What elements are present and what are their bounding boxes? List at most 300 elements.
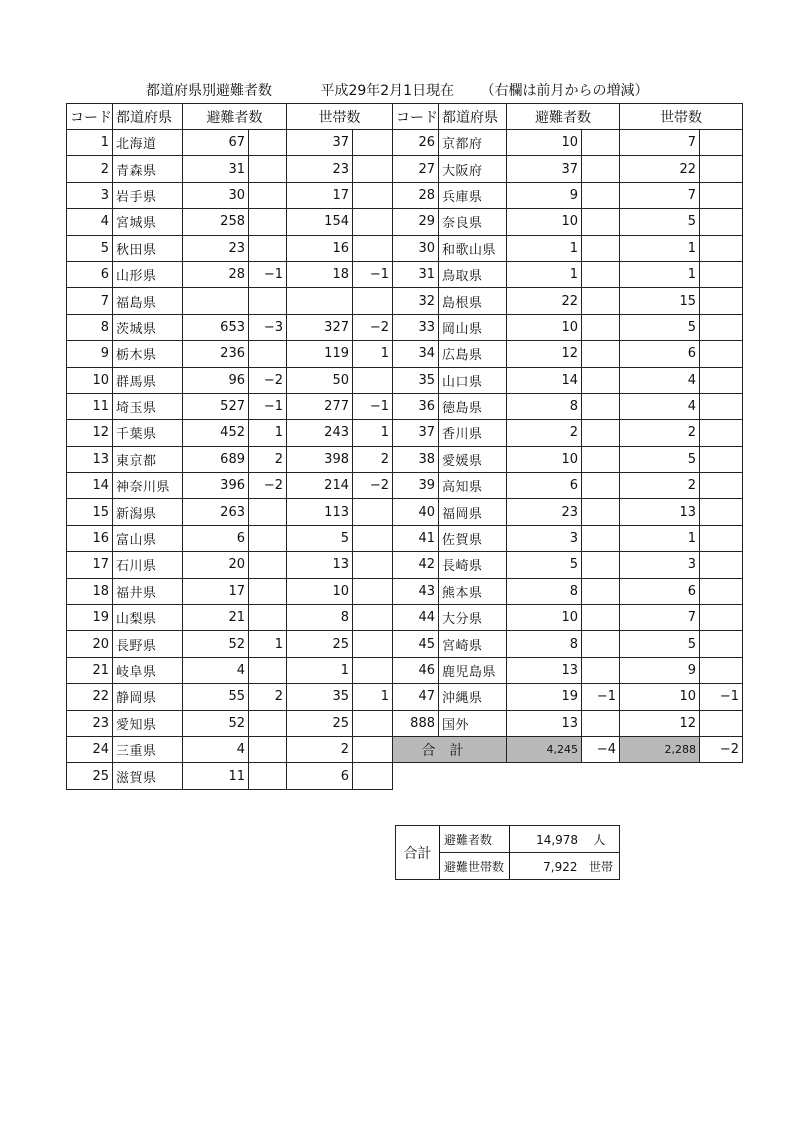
evacuees-change-cell (249, 288, 287, 314)
evacuees-change-cell: −2 (249, 367, 287, 393)
households-cell: 8 (287, 605, 353, 631)
households-change-cell: −2 (353, 314, 393, 340)
evacuees-change-cell (582, 420, 620, 446)
households-change-cell (353, 182, 393, 208)
evacuees-change-cell (249, 235, 287, 261)
prefecture-cell: 広島県 (439, 341, 507, 367)
households-change-cell (353, 288, 393, 314)
prefecture-cell: 愛媛県 (439, 446, 507, 472)
table-row (393, 710, 743, 736)
households-cell: 2 (620, 420, 700, 446)
evacuees-cell: 10 (507, 446, 582, 472)
table-row (67, 631, 393, 657)
households-change-cell (353, 605, 393, 631)
table-row (393, 130, 743, 156)
evacuees-change-cell (249, 552, 287, 578)
evacuees-cell: 1 (507, 235, 582, 261)
households-change-cell (700, 631, 743, 657)
evacuees-change-cell (249, 657, 287, 683)
code-cell: 26 (393, 130, 439, 156)
evacuees-cell: 4 (183, 657, 249, 683)
households-change-cell: −2 (353, 473, 393, 499)
evacuees-change-cell (582, 631, 620, 657)
code-cell: 32 (393, 288, 439, 314)
code-cell: 23 (67, 710, 113, 736)
table-row (67, 710, 393, 736)
households-cell: 7 (620, 605, 700, 631)
households-cell: 5 (620, 314, 700, 340)
evacuees-cell: 23 (507, 499, 582, 525)
households-cell: 214 (287, 473, 353, 499)
households-cell: 17 (287, 182, 353, 208)
households-cell: 13 (620, 499, 700, 525)
evacuees-change-cell (582, 499, 620, 525)
prefecture-cell: 山梨県 (113, 605, 183, 631)
evacuees-cell: 9 (507, 182, 582, 208)
households-cell: 2 (287, 736, 353, 762)
evacuees-change-cell (582, 156, 620, 182)
evacuees-cell: 689 (183, 446, 249, 472)
header-households: 世帯数 (287, 104, 393, 130)
households-cell: 4 (620, 367, 700, 393)
households-change-cell: −1 (353, 393, 393, 419)
prefecture-cell: 沖縄県 (439, 684, 507, 710)
code-cell: 29 (393, 209, 439, 235)
code-cell: 47 (393, 684, 439, 710)
prefecture-cell: 神奈川県 (113, 473, 183, 499)
table-row (67, 605, 393, 631)
households-change-cell (353, 156, 393, 182)
households-cell: 22 (620, 156, 700, 182)
summary-evacuees-label: 避難者数 (440, 826, 510, 853)
households-cell: 1 (620, 235, 700, 261)
households-cell: 1 (620, 525, 700, 551)
households-change-cell: 2 (353, 446, 393, 472)
evacuees-change-cell (582, 446, 620, 472)
evacuees-change-cell: −1 (582, 684, 620, 710)
table-row (393, 182, 743, 208)
summary-households-number: 7,922 (543, 859, 578, 874)
households-change-cell: −1 (700, 684, 743, 710)
prefecture-cell: 滋賀県 (113, 763, 183, 789)
households-change-cell: 1 (353, 420, 393, 446)
households-cell: 6 (287, 763, 353, 789)
prefecture-cell: 宮城県 (113, 209, 183, 235)
households-cell: 119 (287, 341, 353, 367)
households-cell: 13 (287, 552, 353, 578)
evacuees-change-cell (249, 605, 287, 631)
evacuees-cell: 52 (183, 710, 249, 736)
evacuees-cell: 11 (183, 763, 249, 789)
table-row (67, 446, 393, 472)
evacuees-cell: 527 (183, 393, 249, 419)
households-change-cell (353, 367, 393, 393)
code-cell: 34 (393, 341, 439, 367)
prefecture-cell: 北海道 (113, 130, 183, 156)
households-cell: 6 (620, 341, 700, 367)
households-cell: 4 (620, 393, 700, 419)
evacuees-cell: 37 (507, 156, 582, 182)
prefecture-cell: 福島県 (113, 288, 183, 314)
summary-households-value (510, 853, 620, 880)
evacuees-cell: 263 (183, 499, 249, 525)
evacuees-change-cell: −3 (249, 314, 287, 340)
evacuees-cell: 396 (183, 473, 249, 499)
households-cell: 37 (287, 130, 353, 156)
prefecture-cell: 岡山県 (439, 314, 507, 340)
code-cell: 11 (67, 393, 113, 419)
households-cell: 35 (287, 684, 353, 710)
households-change-cell (700, 209, 743, 235)
households-cell: 1 (287, 657, 353, 683)
table-row (67, 420, 393, 446)
households-change-cell (700, 552, 743, 578)
evacuees-change-cell (582, 605, 620, 631)
evacuees-cell: 6 (507, 473, 582, 499)
households-cell (287, 288, 353, 314)
households-cell: 6 (620, 578, 700, 604)
code-cell: 13 (67, 446, 113, 472)
code-cell: 1 (67, 130, 113, 156)
evacuees-change-cell (249, 578, 287, 604)
code-cell: 17 (67, 552, 113, 578)
code-cell: 25 (67, 763, 113, 789)
evacuees-cell: 12 (507, 341, 582, 367)
table-row (393, 605, 743, 631)
households-change-cell (353, 235, 393, 261)
header-prefecture: 都道府県 (113, 104, 183, 130)
table-row (393, 578, 743, 604)
households-change-cell: 1 (353, 684, 393, 710)
evacuees-change-cell (249, 182, 287, 208)
evacuees-change-cell (249, 710, 287, 736)
table-row (393, 288, 743, 314)
evacuees-change-cell: −1 (249, 393, 287, 419)
code-cell: 36 (393, 393, 439, 419)
evacuees-change-cell: 1 (249, 631, 287, 657)
summary-evacuees-value (510, 826, 620, 853)
table-row (67, 736, 393, 762)
households-change-cell (700, 473, 743, 499)
households-cell: 5 (287, 525, 353, 551)
total-evacuees: 4,245 (507, 736, 582, 762)
code-cell: 40 (393, 499, 439, 525)
total-households-change: −2 (700, 736, 743, 762)
prefecture-cell: 茨城県 (113, 314, 183, 340)
code-cell: 46 (393, 657, 439, 683)
header-evacuees: 避難者数 (183, 104, 287, 130)
evacuees-change-cell (249, 209, 287, 235)
code-cell: 4 (67, 209, 113, 235)
evacuees-cell: 28 (183, 261, 249, 287)
evacuees-change-cell (582, 341, 620, 367)
table-row (67, 578, 393, 604)
evacuees-cell: 6 (183, 525, 249, 551)
prefecture-cell: 佐賀県 (439, 525, 507, 551)
code-cell: 19 (67, 605, 113, 631)
households-cell: 25 (287, 631, 353, 657)
households-change-cell (353, 525, 393, 551)
prefecture-cell: 富山県 (113, 525, 183, 551)
prefecture-cell: 大分県 (439, 605, 507, 631)
households-change-cell (353, 736, 393, 762)
code-cell: 7 (67, 288, 113, 314)
prefecture-cell: 兵庫県 (439, 182, 507, 208)
evacuees-cell: 258 (183, 209, 249, 235)
header-row (67, 104, 393, 130)
households-cell: 50 (287, 367, 353, 393)
table-row (393, 525, 743, 551)
evacuees-cell: 452 (183, 420, 249, 446)
table-row (67, 552, 393, 578)
code-cell: 9 (67, 341, 113, 367)
code-cell: 42 (393, 552, 439, 578)
households-cell: 5 (620, 446, 700, 472)
prefecture-cell: 宮崎県 (439, 631, 507, 657)
evacuees-change-cell (582, 209, 620, 235)
table-row (393, 156, 743, 182)
households-change-cell (353, 578, 393, 604)
prefecture-cell: 埼玉県 (113, 393, 183, 419)
households-cell: 3 (620, 552, 700, 578)
evacuees-change-cell (582, 261, 620, 287)
evacuees-cell: 8 (507, 631, 582, 657)
households-cell: 2 (620, 473, 700, 499)
code-cell: 45 (393, 631, 439, 657)
evacuees-change-cell (582, 393, 620, 419)
households-change-cell (700, 130, 743, 156)
prefecture-cell: 奈良県 (439, 209, 507, 235)
evacuees-cell: 96 (183, 367, 249, 393)
table-row (393, 209, 743, 235)
header-evacuees: 避難者数 (507, 104, 620, 130)
households-cell: 12 (620, 710, 700, 736)
table-row (393, 420, 743, 446)
title-main: 都道府県別避難者数 (146, 83, 272, 99)
households-cell: 113 (287, 499, 353, 525)
code-cell: 24 (67, 736, 113, 762)
households-change-cell (700, 525, 743, 551)
prefecture-cell: 福岡県 (439, 499, 507, 525)
prefecture-cell: 福井県 (113, 578, 183, 604)
header-households: 世帯数 (620, 104, 743, 130)
evacuees-cell: 14 (507, 367, 582, 393)
prefecture-cell: 鹿児島県 (439, 657, 507, 683)
code-cell: 27 (393, 156, 439, 182)
prefecture-cell: 三重県 (113, 736, 183, 762)
households-change-cell (700, 446, 743, 472)
evacuees-cell: 55 (183, 684, 249, 710)
table-row (393, 631, 743, 657)
code-cell: 6 (67, 261, 113, 287)
households-change-cell (700, 499, 743, 525)
evacuees-cell: 5 (507, 552, 582, 578)
evacuees-cell: 13 (507, 657, 582, 683)
code-cell: 31 (393, 261, 439, 287)
evacuees-change-cell: 2 (249, 446, 287, 472)
header-prefecture: 都道府県 (439, 104, 507, 130)
code-cell: 3 (67, 182, 113, 208)
households-change-cell (353, 631, 393, 657)
table-row (67, 130, 393, 156)
evacuees-cell: 19 (507, 684, 582, 710)
households-change-cell (353, 763, 393, 789)
code-cell: 16 (67, 525, 113, 551)
evacuees-cell: 67 (183, 130, 249, 156)
prefecture-cell: 熊本県 (439, 578, 507, 604)
households-cell: 10 (620, 684, 700, 710)
table-row (393, 261, 743, 287)
households-cell: 9 (620, 657, 700, 683)
code-cell: 39 (393, 473, 439, 499)
evacuees-cell: 23 (183, 235, 249, 261)
table-row (67, 261, 393, 287)
table-row (393, 657, 743, 683)
households-cell: 1 (620, 261, 700, 287)
households-change-cell (353, 499, 393, 525)
code-cell: 35 (393, 367, 439, 393)
prefecture-cell: 石川県 (113, 552, 183, 578)
evacuees-cell: 31 (183, 156, 249, 182)
table-row (393, 684, 743, 710)
households-change-cell (353, 552, 393, 578)
code-cell: 33 (393, 314, 439, 340)
header-code: コード (67, 104, 113, 130)
evacuees-cell: 653 (183, 314, 249, 340)
table-row (393, 235, 743, 261)
table-row (67, 367, 393, 393)
households-change-cell (700, 156, 743, 182)
table-row (393, 473, 743, 499)
evacuees-change-cell: 1 (249, 420, 287, 446)
evacuees-change-cell (582, 182, 620, 208)
code-cell: 43 (393, 578, 439, 604)
evacuees-change-cell (582, 525, 620, 551)
households-cell: 154 (287, 209, 353, 235)
evacuees-change-cell (249, 736, 287, 762)
prefecture-table-left (66, 103, 393, 790)
code-cell: 30 (393, 235, 439, 261)
households-change-cell (700, 341, 743, 367)
evacuees-cell: 10 (507, 314, 582, 340)
table-row (67, 314, 393, 340)
evacuees-cell: 1 (507, 261, 582, 287)
evacuees-cell: 10 (507, 130, 582, 156)
evacuees-cell: 10 (507, 605, 582, 631)
prefecture-cell: 栃木県 (113, 341, 183, 367)
households-change-cell (700, 235, 743, 261)
prefecture-cell: 静岡県 (113, 684, 183, 710)
evacuees-cell: 17 (183, 578, 249, 604)
households-change-cell (700, 182, 743, 208)
prefecture-cell: 長崎県 (439, 552, 507, 578)
prefecture-cell: 青森県 (113, 156, 183, 182)
evacuees-change-cell (249, 525, 287, 551)
households-change-cell (700, 710, 743, 736)
households-change-cell (700, 314, 743, 340)
code-cell: 14 (67, 473, 113, 499)
table-row (393, 446, 743, 472)
evacuees-cell (183, 288, 249, 314)
prefecture-cell: 山口県 (439, 367, 507, 393)
evacuees-change-cell: 2 (249, 684, 287, 710)
code-cell: 10 (67, 367, 113, 393)
code-cell: 18 (67, 578, 113, 604)
households-cell: 18 (287, 261, 353, 287)
prefecture-cell: 香川県 (439, 420, 507, 446)
households-change-cell: 1 (353, 341, 393, 367)
prefecture-cell: 千葉県 (113, 420, 183, 446)
households-cell: 5 (620, 209, 700, 235)
households-cell: 15 (620, 288, 700, 314)
evacuees-cell: 13 (507, 710, 582, 736)
evacuees-cell: 21 (183, 605, 249, 631)
table-row (67, 657, 393, 683)
evacuees-change-cell: −1 (249, 261, 287, 287)
page-title (146, 80, 649, 100)
code-cell: 21 (67, 657, 113, 683)
households-cell: 243 (287, 420, 353, 446)
prefecture-cell: 島根県 (439, 288, 507, 314)
households-cell: 10 (287, 578, 353, 604)
evacuees-change-cell (582, 552, 620, 578)
table-row (67, 288, 393, 314)
prefecture-cell: 秋田県 (113, 235, 183, 261)
table-row (393, 314, 743, 340)
households-cell: 7 (620, 182, 700, 208)
total-label: 合計 (393, 736, 507, 762)
evacuees-cell: 10 (507, 209, 582, 235)
evacuees-change-cell (582, 710, 620, 736)
table-row (67, 341, 393, 367)
households-change-cell (700, 393, 743, 419)
code-cell: 28 (393, 182, 439, 208)
summary-evacuees-number: 14,978 (536, 832, 579, 847)
table-row (393, 552, 743, 578)
prefecture-cell: 大阪府 (439, 156, 507, 182)
evacuees-change-cell (249, 341, 287, 367)
evacuees-cell: 30 (183, 182, 249, 208)
households-change-cell (700, 367, 743, 393)
households-change-cell (353, 130, 393, 156)
code-cell: 5 (67, 235, 113, 261)
code-cell: 888 (393, 710, 439, 736)
table-row (67, 473, 393, 499)
prefecture-cell: 国外 (439, 710, 507, 736)
title-note: （右欄は前月からの増減） (480, 83, 649, 99)
evacuees-change-cell (582, 657, 620, 683)
title-date: 平成29年2月1日現在 (320, 83, 455, 99)
table-row (393, 367, 743, 393)
table-row (67, 763, 393, 789)
code-cell: 44 (393, 605, 439, 631)
evacuees-change-cell (582, 314, 620, 340)
households-change-cell (700, 420, 743, 446)
prefecture-cell: 愛知県 (113, 710, 183, 736)
code-cell: 2 (67, 156, 113, 182)
code-cell: 22 (67, 684, 113, 710)
households-change-cell (353, 710, 393, 736)
prefecture-cell: 岩手県 (113, 182, 183, 208)
table-row (67, 525, 393, 551)
summary-head: 合計 (396, 826, 440, 880)
code-cell: 38 (393, 446, 439, 472)
evacuees-change-cell (582, 288, 620, 314)
header-code: コード (393, 104, 439, 130)
code-cell: 12 (67, 420, 113, 446)
evacuees-cell: 52 (183, 631, 249, 657)
households-change-cell (700, 261, 743, 287)
